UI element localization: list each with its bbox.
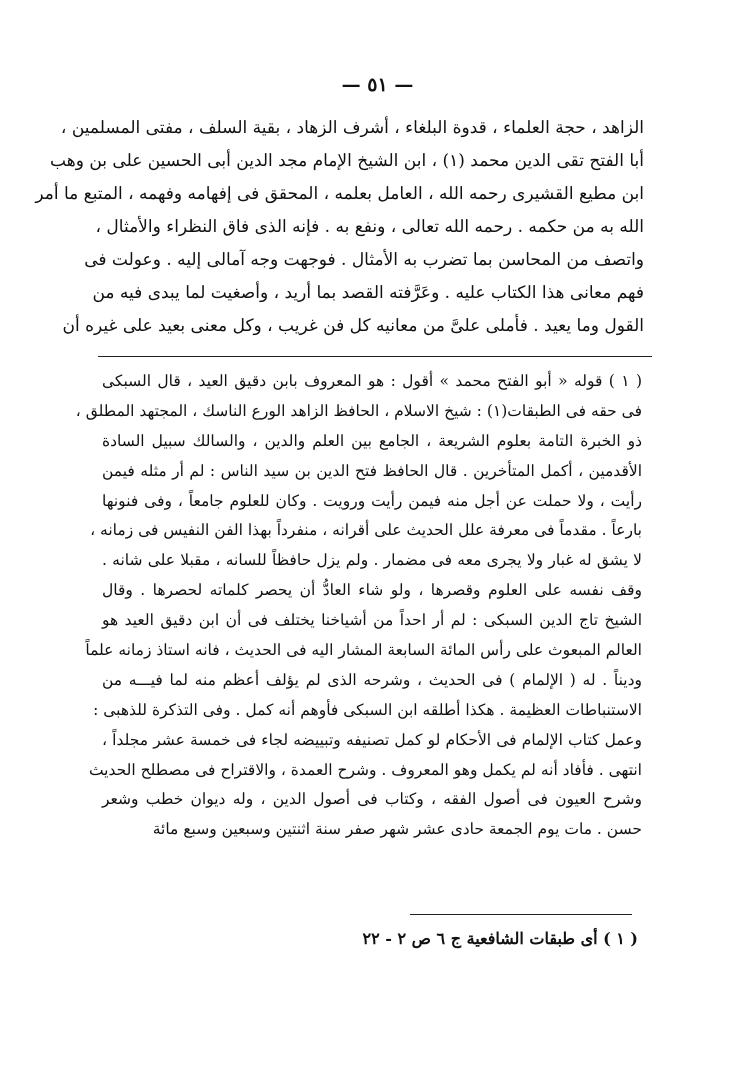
- footnote-line: انتهى . فأفاد أنه لم يكمل وهو المعروف . وشرح العمدة ، والاقتراح فى مصطلح الحديث: [88, 760, 642, 779]
- footnote-line: ذو الخبرة التامة بعلوم الشريعة ، الجامع بين العلم والدين ، والسالك سبيل السادة: [102, 431, 642, 450]
- main-text-line: فهم معانى هذا الكتاب عليه . وعَرَّفته القصد بما أريد ، وأصغيت لما يبدى فيه من: [92, 283, 644, 303]
- footnote-line: فى حقه فى الطبقات(١) : شيخ الاسلام ، الحافظ الزاهد الورع الناسك ، المجتهد المطلق ،: [75, 401, 642, 420]
- main-text-line: ابن مطيع القشيرى رحمه الله ، العامل بعلمه ، المحقق فى إفهامه وفهمه ، المتبع ما أمر: [35, 184, 644, 204]
- footnote: [75, 367, 643, 845]
- footnote-line: رأيت ، ولا حملت عن أجل منه فيمن رأيت ورويت . وكان للعلوم جامعاً ، وفى فنونها: [102, 491, 642, 510]
- main-text-line: القول وما يعيد . فأملى علىَّ من معانيه كل فن غريب ، وكل معنى بعيد على غيره أن: [62, 316, 644, 336]
- page-number: — ٥١ —: [341, 74, 414, 96]
- footnote-line: بارعاً . مقدماً فى معرفة علل الحديث على أقرانه ، منفرداً بهذا الفن النفيس فى زمانه ،: [90, 521, 642, 540]
- footnote-line: وديناً . له ( الإلمام ) فى الحديث ، وشرحه الذى لم يؤلف أعظم منه لما فيـــه من: [102, 670, 642, 689]
- main-text-line: واتصف من المحاسن بما تضرب به الأمثال . فوجهت وجه آمالى إليه . وعولت فى: [84, 250, 644, 270]
- main-text: [35, 112, 644, 343]
- footnote-line: وعمل كتاب الإلمام فى الأحكام لو كمل تصنيفه وتبييضه لجاء فى خمسة عشر مجلداً ،: [102, 730, 642, 749]
- footnote-line: ( ١ ) قوله « أبو الفتح محمد » أقول : هو المعروف بابن دقيق العيد ، قال السبكى: [102, 372, 643, 390]
- main-text-line: الزاهد ، حجة العلماء ، قدوة البلغاء ، أشرف الزهاد ، بقية السلف ، مفتى المسلمين ،: [60, 118, 644, 138]
- footnote-line: حسن . مات يوم الجمعة حادى عشر شهر صفر سنة اثنتين وسبعين وسبع مائة: [152, 820, 642, 839]
- footnote-line: لا يشق له غبار ولا يجرى معه فى مضمار . ولم يزل حافظاً للسانه ، مقبلا على شانه .: [102, 551, 642, 570]
- footnote-line: الاستنباطات العظيمة . هكذا أطلقه ابن السبكى فأوهم أنه كمل . وفى التذكرة للذهبى :: [93, 700, 642, 719]
- subnote: ( ١ ) أى طبقات الشافعية ج ٦ ص ٢ - ٢٢: [362, 929, 638, 948]
- footnote-line: وشرح العيون فى أصول الفقه ، وكتاب فى أصول الدين ، وله ديوان خطب وشعر: [102, 790, 642, 809]
- footnote-line: الأقدمين ، أكمل المتأخرين . قال الحافظ فتح الدين بن سيد الناس : لم أر مثله فيمن: [102, 461, 642, 480]
- footnote-line: العالم المبعوث على رأس المائة السابعة المشار اليه فى الحديث ، فانه استاذ زمانه علماً: [85, 641, 642, 660]
- footnote-line: الشيخ تاج الدين السبكى : لم أر احداً من أشياخنا يختلف فى أن ابن دقيق العيد هو: [102, 611, 642, 630]
- main-text-line: الله به من حكمه . رحمه الله تعالى ، ونفع به . فإنه الذى فاق النظراء والأمثال ،: [95, 217, 644, 237]
- footnote-separator: [98, 356, 652, 357]
- footnote-line: وقف نفسه على العلوم وقصرها ، ولو شاء العادُّ أن يحصر كلماته لحصرها . وقال: [102, 581, 642, 600]
- main-text-line: أبا الفتح تقى الدين محمد (١) ، ابن الشيخ الإمام مجد الدين أبى الحسين على بن وهب: [50, 151, 644, 171]
- subnote-separator: [410, 914, 632, 915]
